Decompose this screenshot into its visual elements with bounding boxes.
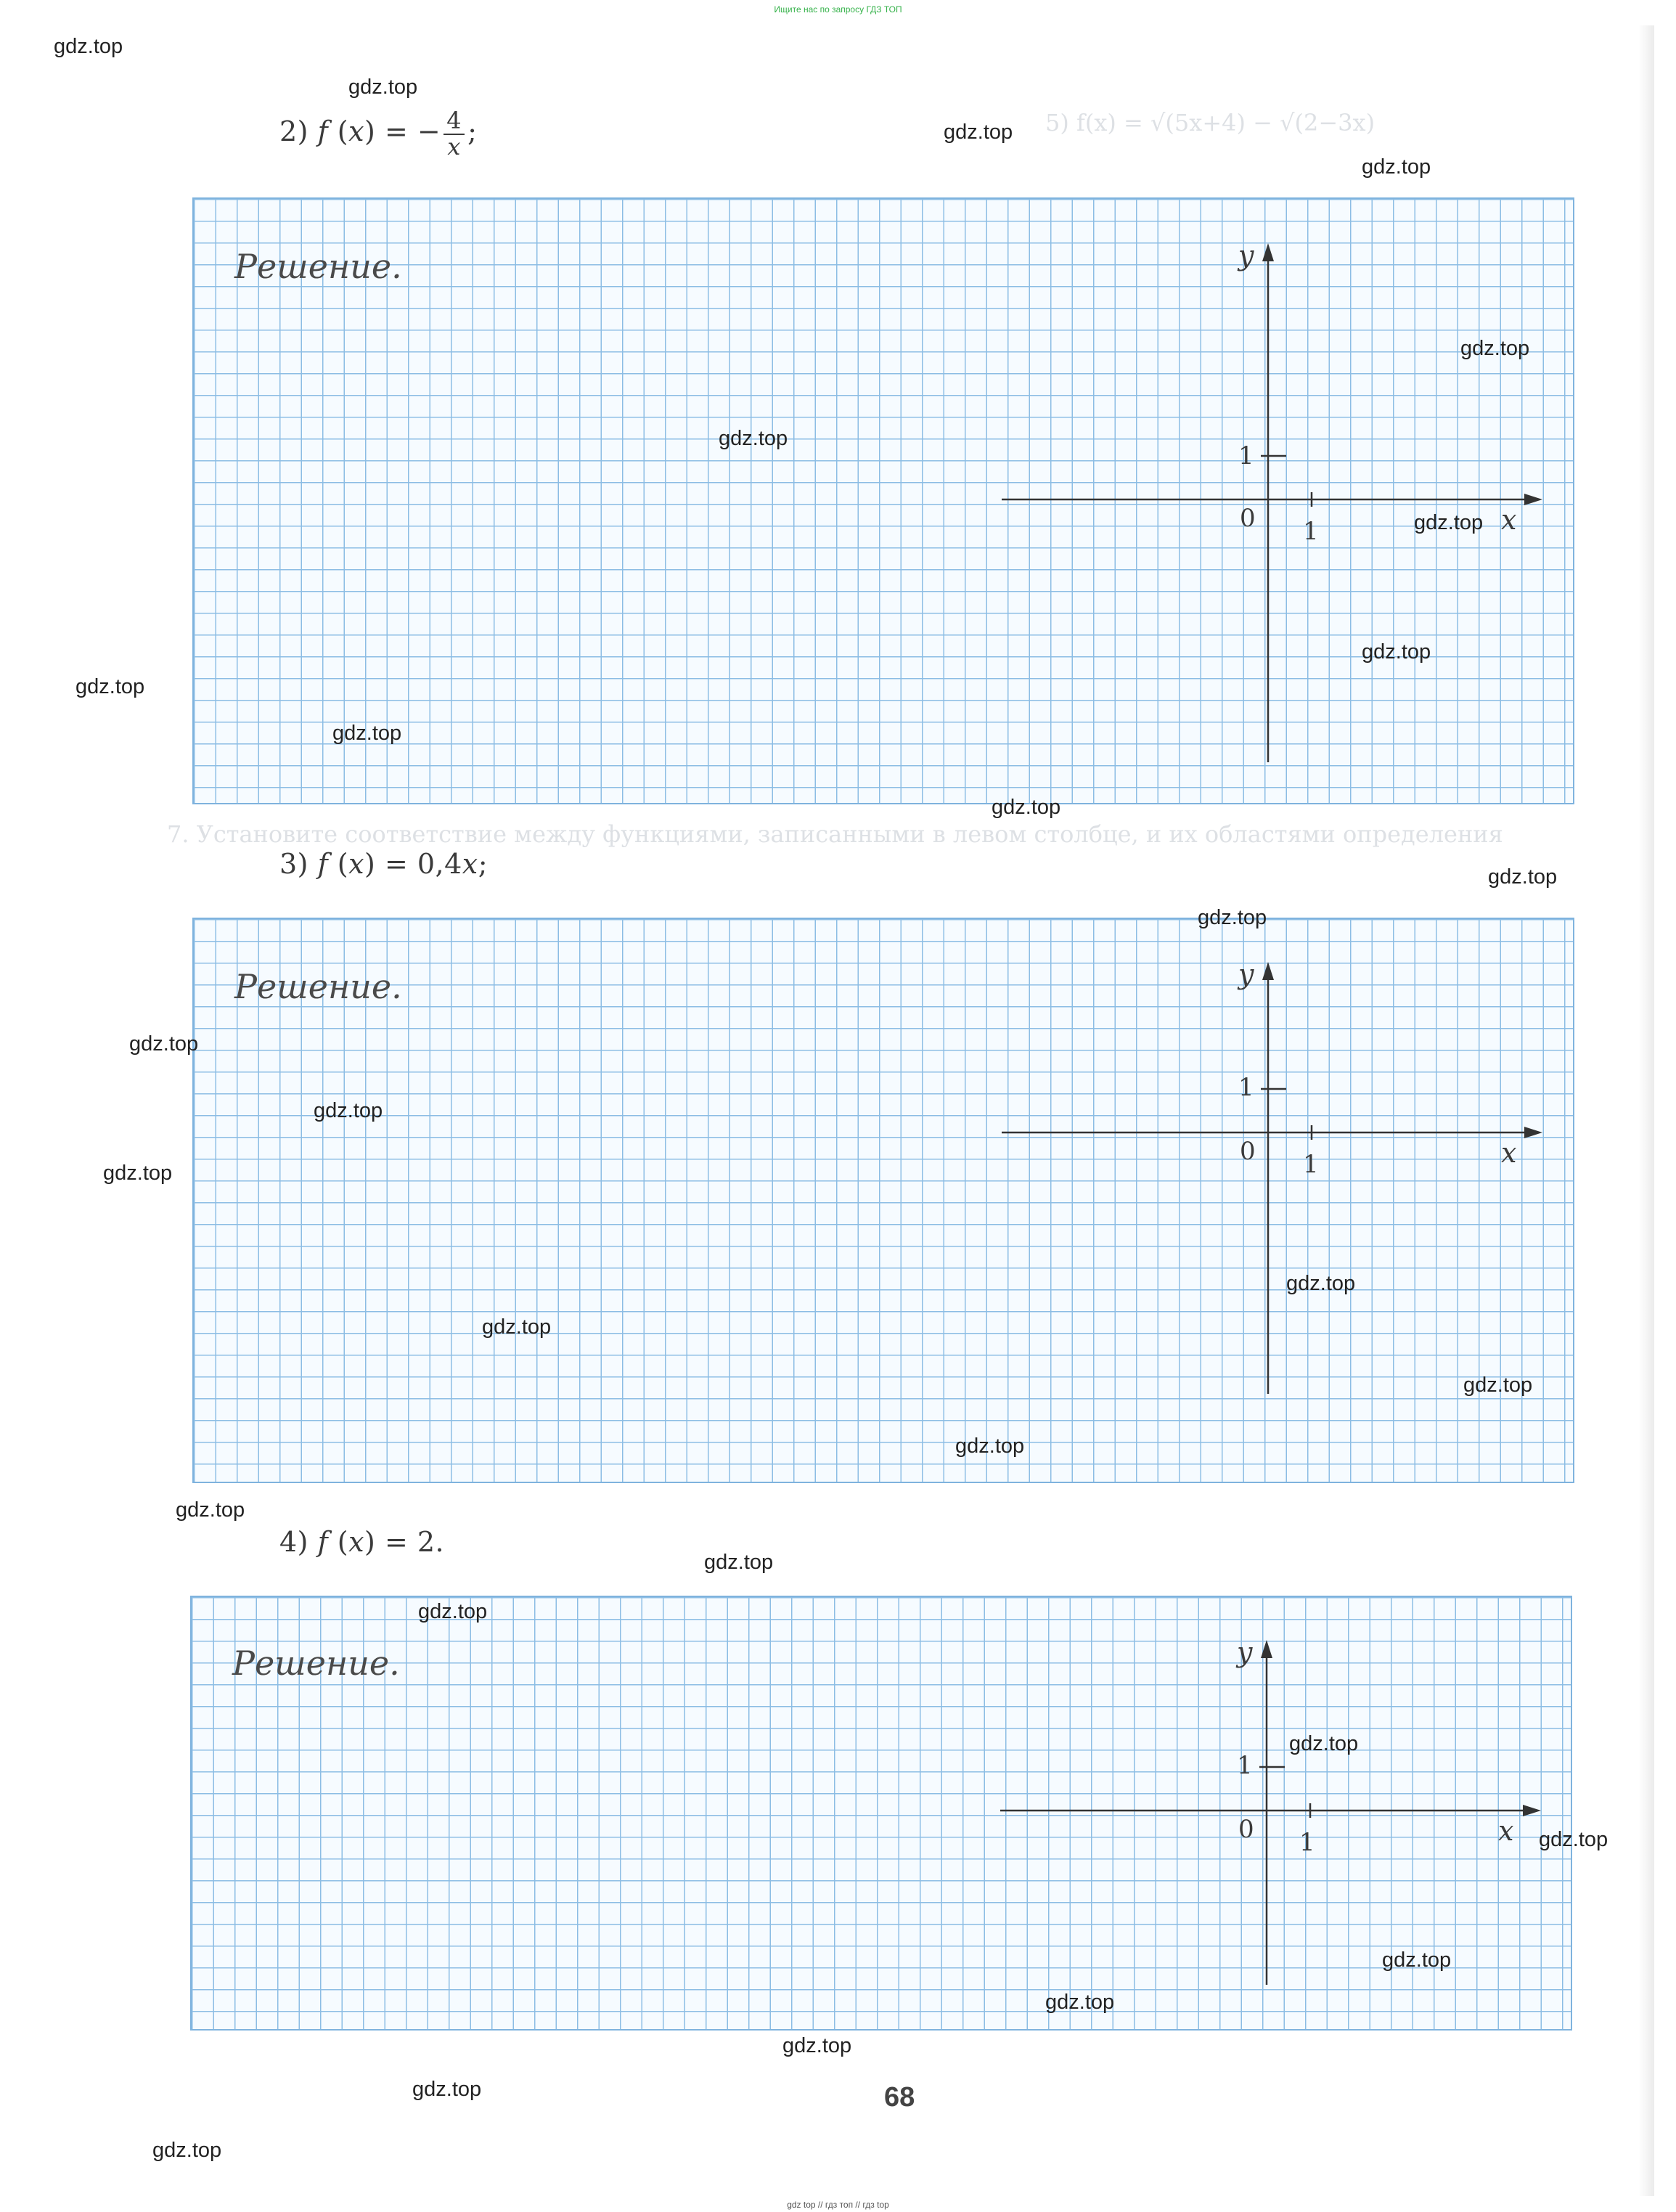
watermark: gdz.top: [1362, 640, 1431, 664]
unit-y-label: 1: [1238, 1073, 1255, 1102]
watermark: gdz.top: [1198, 906, 1267, 929]
watermark: gdz.top: [314, 1099, 383, 1122]
watermark: gdz.top: [944, 121, 1013, 144]
watermark: gdz.top: [1362, 155, 1431, 179]
watermark: gdz.top: [1463, 1374, 1533, 1397]
formula-expression: = 0,4: [384, 848, 462, 880]
x-axis-label: x: [1498, 1815, 1514, 1847]
watermark: gdz.top: [1460, 337, 1530, 360]
watermark: gdz.top: [412, 2078, 482, 2101]
watermark: gdz.top: [482, 1315, 552, 1339]
page-number: 68: [884, 2082, 915, 2113]
watermark: gdz.top: [152, 2139, 222, 2162]
task-number: 2): [279, 115, 309, 148]
coordinate-axes: [1002, 240, 1553, 762]
task-4-formula: 4) f (x) = 2.: [279, 1526, 445, 1558]
formula-suffix: ;: [467, 115, 478, 148]
watermark: gdz.top: [129, 1032, 199, 1056]
origin-label: 0: [1238, 1815, 1255, 1844]
watermark: gdz.top: [1382, 1948, 1452, 1972]
formula-variable: x: [462, 848, 478, 880]
solution-label: Решение.: [234, 247, 402, 286]
task-2-formula: 2) f (x) = − $\frac{4}{x}$ ;: [279, 107, 478, 160]
watermark: gdz.top: [1488, 865, 1558, 889]
bleed-through-text: 7. Установите соответствие между функциями, записанными в левом столбце, и их областями определения: [167, 820, 1503, 848]
y-axis-label: y: [1238, 240, 1254, 272]
fraction-denominator: x: [447, 132, 461, 160]
solution-label: Решение.: [232, 1644, 400, 1683]
watermark: gdz.top: [782, 2034, 852, 2057]
watermark: gdz.top: [719, 427, 788, 450]
watermark: gdz.top: [54, 35, 123, 58]
task-number: 3): [279, 848, 309, 880]
task-number: 4): [279, 1526, 309, 1558]
formula-expression: = 2.: [384, 1526, 445, 1558]
watermark: gdz.top: [955, 1434, 1025, 1458]
solution-label: Решение.: [234, 967, 402, 1006]
x-axis-label: x: [1501, 1137, 1517, 1169]
function-arg: x: [348, 115, 365, 148]
unit-x-label: 1: [1303, 1150, 1320, 1179]
function-arg: x: [348, 1526, 365, 1558]
watermark: gdz.top: [1414, 511, 1484, 534]
watermark: gdz.top: [176, 1498, 245, 1522]
watermark: gdz.top: [992, 796, 1061, 819]
unit-y-label: 1: [1238, 441, 1255, 470]
function-name: f: [317, 1526, 329, 1558]
function-name: f: [317, 115, 329, 148]
unit-x-label: 1: [1299, 1828, 1316, 1857]
watermark: gdz.top: [332, 722, 402, 745]
fraction: [443, 109, 465, 159]
watermark: gdz.top: [103, 1162, 173, 1185]
rhs-prefix: = −: [384, 115, 441, 148]
watermark: gdz.top: [1045, 1991, 1115, 2014]
watermark: gdz.top: [348, 75, 418, 99]
watermark: gdz.top: [704, 1551, 774, 1574]
watermark: gdz.top: [1286, 1272, 1356, 1295]
origin-label: 0: [1240, 1137, 1256, 1166]
top-banner[interactable]: Ищите нас по запросу ГДЗ ТОП: [774, 4, 902, 15]
coordinate-axes: [1000, 1636, 1552, 1999]
task-3-formula: 3) f (x) = 0,4x;: [279, 848, 489, 880]
formula-suffix: ;: [478, 848, 489, 880]
function-arg: x: [348, 848, 365, 880]
x-axis-label: x: [1501, 504, 1517, 536]
origin-label: 0: [1240, 504, 1256, 533]
unit-x-label: 1: [1303, 517, 1320, 546]
watermark: gdz.top: [1289, 1732, 1359, 1755]
function-name: f: [317, 848, 329, 880]
bleed-through-text: 5) f(x) = √(5x+4) − √(2−3x): [1045, 109, 1375, 136]
watermark: gdz.top: [1539, 1828, 1608, 1851]
watermark: gdz.top: [418, 1600, 488, 1623]
page-edge-shadow: [1638, 25, 1654, 2196]
watermark: gdz.top: [75, 675, 145, 698]
y-axis-label: y: [1237, 1636, 1253, 1668]
y-axis-label: y: [1238, 958, 1254, 990]
bottom-banner[interactable]: gdz top // гдз топ // гдз top: [787, 2200, 889, 2210]
fraction-numerator: 4: [443, 109, 465, 135]
unit-y-label: 1: [1237, 1751, 1254, 1780]
